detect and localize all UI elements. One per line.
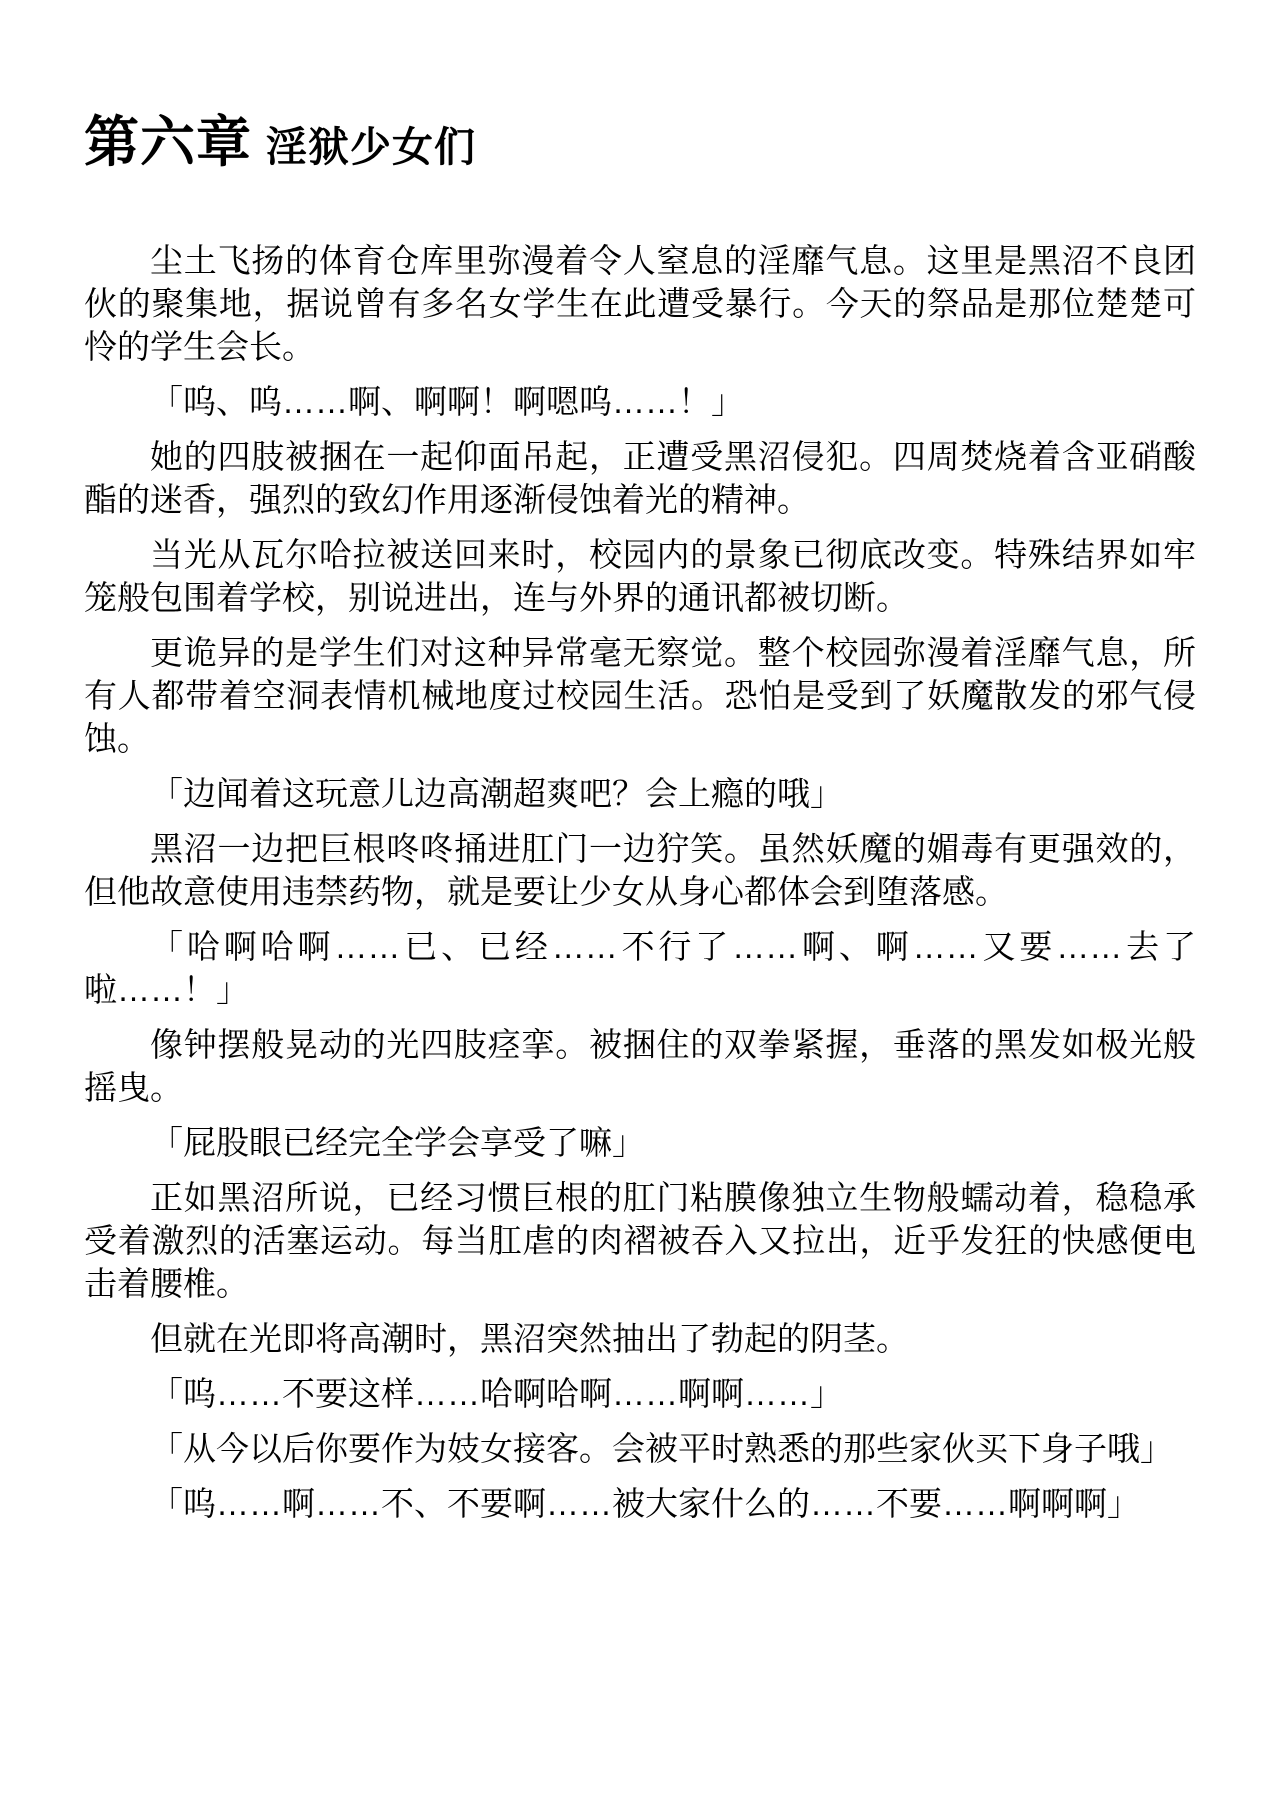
paragraph: 尘土飞扬的体育仓库里弥漫着令人窒息的淫靡气息。这里是黑沼不良团伙的聚集地，据说曾有多名女学生在此遭受暴行。今天的祭品是那位楚楚可怜的学生会长。 (84, 242, 1196, 365)
dialogue-line: 「哈啊哈啊……已、已经……不行了……啊、啊……又要……去了啦……！」 (84, 928, 1196, 1008)
paragraph: 当光从瓦尔哈拉被送回来时，校园内的景象已彻底改变。特殊结界如牢笼般包围着学校，别说进出，连与外界的通讯都被切断。 (84, 536, 1196, 616)
paragraph: 黑沼一边把巨根咚咚捅进肛门一边狞笑。虽然妖魔的媚毒有更强效的，但他故意使用违禁药物，就是要让少女从身心都体会到堕落感。 (84, 830, 1196, 910)
chapter-heading (84, 98, 1196, 177)
chapter-title: 淫狱少女们 (266, 124, 477, 170)
dialogue-line: 「呜……不要这样……哈啊哈啊……啊啊……」 (150, 1375, 843, 1412)
dialogue-line: 「屁股眼已经完全学会享受了嘛」 (150, 1124, 645, 1161)
chapter-body (84, 239, 1196, 1525)
paragraph: 但就在光即将高潮时，黑沼突然抽出了勃起的阴茎。 (150, 1320, 909, 1357)
dialogue-line: 「边闻着这玩意儿边高潮超爽吧？会上瘾的哦」 (150, 775, 843, 812)
dialogue-line: 「呜……啊……不、不要啊……被大家什么的……不要……啊啊啊」 (150, 1485, 1140, 1522)
paragraph: 像钟摆般晃动的光四肢痉挛。被捆住的双拳紧握，垂落的黑发如极光般摇曳。 (84, 1026, 1196, 1106)
dialogue-line: 「从今以后你要作为妓女接客。会被平时熟悉的那些家伙买下身子哦」 (150, 1430, 1173, 1467)
chapter-number: 第六章 (84, 111, 253, 173)
paragraph: 更诡异的是学生们对这种异常毫无察觉。整个校园弥漫着淫靡气息，所有人都带着空洞表情机械地度过校园生活。恐怕是受到了妖魔散发的邪气侵蚀。 (84, 634, 1196, 757)
dialogue-line: 「呜、呜……啊、啊啊！啊嗯呜……！」 (150, 383, 744, 420)
paragraph: 正如黑沼所说，已经习惯巨根的肛门粘膜像独立生物般蠕动着，稳稳承受着激烈的活塞运动。每当肛虐的肉褶被吞入又拉出，近乎发狂的快感便电击着腰椎。 (84, 1179, 1196, 1302)
paragraph: 她的四肢被捆在一起仰面吊起，正遭受黑沼侵犯。四周焚烧着含亚硝酸酯的迷香，强烈的致幻作用逐渐侵蚀着光的精神。 (84, 438, 1196, 518)
